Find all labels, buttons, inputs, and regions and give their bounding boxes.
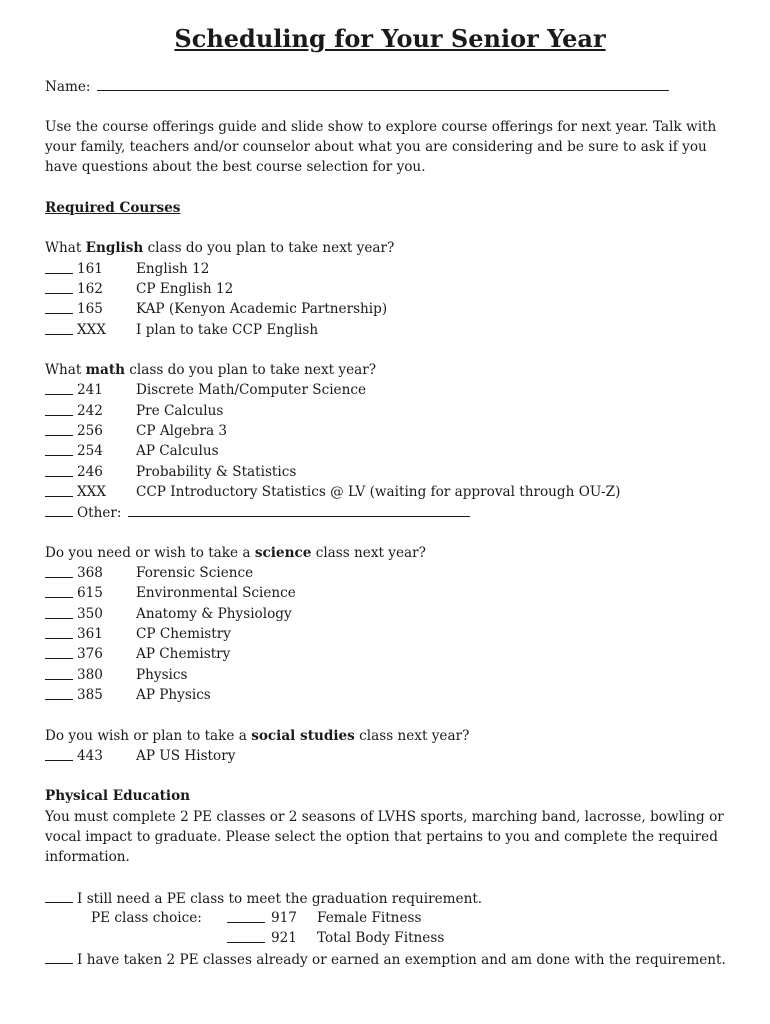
name-label: Name:: [45, 79, 91, 95]
checkbox-blank[interactable]: [45, 949, 73, 964]
checkbox-blank[interactable]: [45, 644, 73, 659]
checkbox-blank[interactable]: [45, 604, 73, 619]
math-other-option[interactable]: Other:: [45, 502, 735, 522]
name-row: [45, 76, 735, 96]
intro-text: Use the course offerings guide and slide show to explore course offerings for next year. Talk with your family, teachers and/or counselor about what you are considering and be sure to ask if you have questions about the best course selection for you.: [45, 118, 717, 176]
checkbox-blank[interactable]: [45, 502, 73, 517]
science-option[interactable]: 361 CP Chemistry: [45, 624, 735, 644]
checkbox-blank[interactable]: [45, 279, 73, 294]
science-option[interactable]: 350 Anatomy & Physiology: [45, 604, 735, 624]
math-option[interactable]: 254 AP Calculus: [45, 441, 735, 461]
science-options: [45, 563, 735, 705]
math-option[interactable]: 256 CP Algebra 3: [45, 421, 735, 441]
checkbox-blank[interactable]: [45, 624, 73, 639]
checkbox-blank[interactable]: [45, 685, 73, 700]
english-question: What English class do you plan to take next year?: [45, 240, 395, 257]
science-option[interactable]: 376 AP Chemistry: [45, 644, 735, 664]
pe-option-need-class[interactable]: I still need a PE class to meet the graduation requirement.: [45, 888, 735, 908]
pe-choice-label: PE class choice:: [91, 910, 202, 927]
english-options: [45, 259, 735, 340]
checkbox-blank[interactable]: [45, 462, 73, 477]
checkbox-blank[interactable]: [45, 380, 73, 395]
name-field[interactable]: [97, 76, 669, 91]
worksheet-page: [45, 20, 735, 969]
page-title: Scheduling for Your Senior Year: [174, 24, 606, 53]
checkbox-blank[interactable]: [45, 299, 73, 314]
checkbox-blank[interactable]: [45, 401, 73, 416]
checkbox-blank[interactable]: [227, 928, 265, 943]
science-option[interactable]: 368 Forensic Science: [45, 563, 735, 583]
science-option[interactable]: 385 AP Physics: [45, 685, 735, 705]
social-studies-question: Do you wish or plan to take a social studies class next year?: [45, 727, 470, 744]
english-option[interactable]: 161 English 12: [45, 259, 735, 279]
pe-choice-row[interactable]: 921 Total Body Fitness: [45, 928, 735, 948]
required-courses-heading: Required Courses: [45, 199, 181, 216]
math-option[interactable]: 242 Pre Calculus: [45, 401, 735, 421]
pe-description: You must complete 2 PE classes or 2 seasons of LVHS sports, marching band, lacrosse, bowling or vocal impact to graduate. Please select the option that pertains to you and complete the required information.: [45, 808, 724, 866]
social-studies-option[interactable]: 443 AP US History: [45, 746, 735, 766]
english-option[interactable]: XXX I plan to take CCP English: [45, 320, 735, 340]
science-option[interactable]: 615 Environmental Science: [45, 583, 735, 603]
checkbox-blank[interactable]: [45, 665, 73, 680]
checkbox-blank[interactable]: [45, 320, 73, 335]
checkbox-blank[interactable]: [45, 563, 73, 578]
pe-option-done[interactable]: I have taken 2 PE classes already or earned an exemption and am done with the requirement.: [45, 949, 735, 969]
science-option[interactable]: 380 Physics: [45, 665, 735, 685]
math-option[interactable]: 246 Probability & Statistics: [45, 462, 735, 482]
pe-choice-row[interactable]: PE class choice: 917 Female Fitness: [45, 908, 735, 928]
science-question: Do you need or wish to take a science class next year?: [45, 544, 426, 561]
checkbox-blank[interactable]: [227, 908, 265, 923]
checkbox-blank[interactable]: [45, 583, 73, 598]
math-other-field[interactable]: [128, 502, 470, 517]
math-option[interactable]: 241 Discrete Math/Computer Science: [45, 380, 735, 400]
english-option[interactable]: 165 KAP (Kenyon Academic Partnership): [45, 299, 735, 319]
checkbox-blank[interactable]: [45, 441, 73, 456]
checkbox-blank[interactable]: [45, 746, 73, 761]
math-options: [45, 380, 735, 522]
checkbox-blank[interactable]: [45, 888, 73, 903]
math-question: What math class do you plan to take next year?: [45, 362, 377, 379]
pe-heading: Physical Education: [45, 788, 191, 805]
math-option[interactable]: XXX CCP Introductory Statistics @ LV (waiting for approval through OU-Z): [45, 482, 735, 502]
checkbox-blank[interactable]: [45, 259, 73, 274]
checkbox-blank[interactable]: [45, 482, 73, 497]
checkbox-blank[interactable]: [45, 421, 73, 436]
english-option[interactable]: 162 CP English 12: [45, 279, 735, 299]
